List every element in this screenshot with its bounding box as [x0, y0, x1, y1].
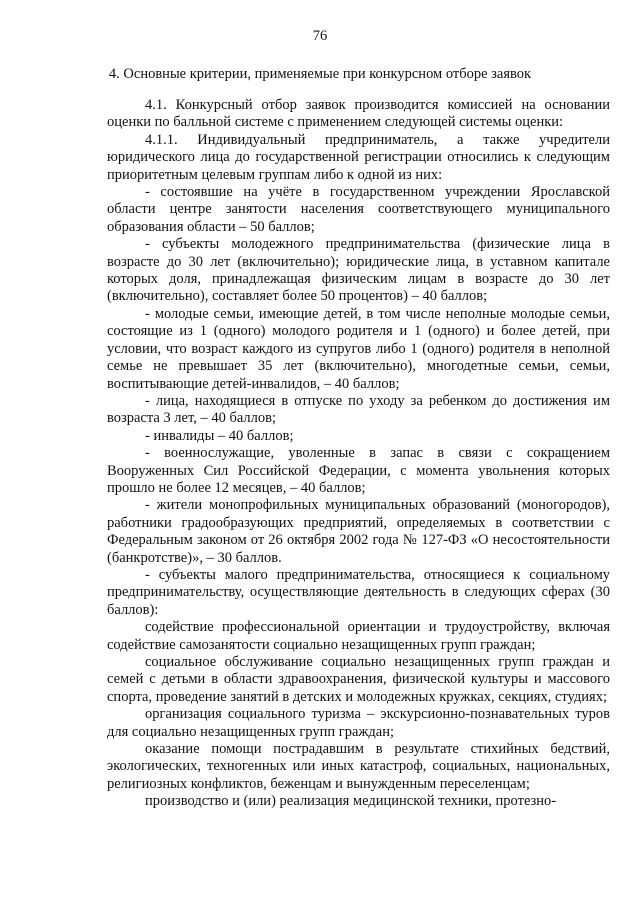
paragraph: производство и (или) реализация медицинской техники, протезно- — [145, 793, 557, 810]
paragraph: - лица, находящиеся в отпуске по уходу за ребенком до достижения им возраста 3 лет, – 40 баллов; — [107, 392, 610, 427]
paragraph: - молодые семьи, имеющие детей, в том числе неполные молодые семьи, состоящие из 1 (одного) молодого родителя и 1 (одного) и более детей, при условии, что возраст каждого из супругов либо 1 (одного) родителя в неполной семье не превышает 35 лет (включительно), многодетные семьи, семьи, воспитывающие детей-инвалидов, – 40 баллов; — [107, 305, 610, 392]
paragraph: 4.1. Конкурсный отбор заявок производится комиссией на основании оценки по балльной системе с применением следующей системы оценки: — [107, 97, 610, 131]
section-title: 4. Основные критерии, применяемые при конкурсном отборе заявок — [108, 66, 532, 82]
paragraph: - субъекты молодежного предпринимательства (физические лица в возрасте до 30 лет (включительно); юридические лица, в уставном капитале которых доля, принадлежащая физическим лицам в возрасте до 30 лет (включительно), составляет более 50 процентов) – 40 баллов; — [107, 236, 610, 305]
paragraph: оказание помощи пострадавшим в результате стихийных бедствий, экологических, техногенных или иных катастроф, социальных, национальных, религиозных конфликтов, беженцам и вынужденным переселенцам; — [107, 741, 610, 792]
paragraph: 4.1.1. Индивидуальный предприниматель, а также учредители юридического лица до государственной регистрации относились к следующим приоритетным целевым группам либо к одной из них: — [107, 131, 610, 183]
paragraph: - военнослужащие, уволенные в запас в связи с сокращением Вооруженных Сил Российской Федерации, с момента увольнения которых прошло не более 12 месяцев, – 40 баллов; — [107, 445, 610, 496]
paragraph: социальное обслуживание социально незащищенных групп граждан и семей с детьми в области здравоохранения, физической культуры и массового спорта, проведение занятий в детских и молодежных кружках, секциях, студиях; — [107, 654, 610, 705]
paragraph: - субъекты малого предпринимательства, относящиеся к социальному предпринимательству, осуществляющие деятельность в следующих сферах (30 баллов): — [107, 566, 610, 618]
body-text — [107, 97, 610, 811]
paragraph: содействие профессиональной ориентации и трудоустройству, включая содействие самозанятости социально незащищенных групп граждан; — [107, 619, 610, 653]
paragraph: - жители монопрофильных муниципальных образований (моногородов), работники градообразующих предприятий, определяемых в соответствии с Федеральным законом от 26 октября 2002 года № 127-ФЗ «О несостоятельности (банкротстве)», – 30 баллов. — [107, 497, 610, 566]
paragraph: - инвалиды – 40 баллов; — [145, 427, 294, 444]
page-number: 76 — [312, 28, 328, 44]
paragraph: - состоявшие на учёте в государственном учреждении Ярославской области центре занятости населения соответствующего муниципального образования области – 50 баллов; — [107, 184, 610, 235]
paragraph: организация социального туризма – экскурсионно-познавательных туров для социально незащищенных групп граждан; — [107, 706, 610, 740]
